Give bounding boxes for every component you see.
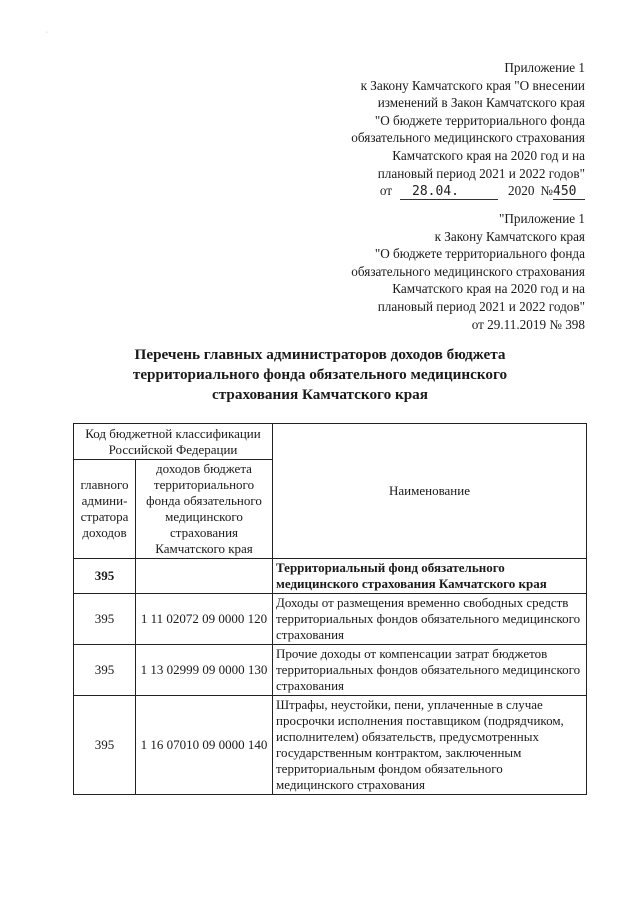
appendix-1-dateline bbox=[295, 182, 585, 200]
appendix-2-line: плановый период 2021 и 2022 годов" bbox=[377, 298, 585, 314]
table-header-row bbox=[74, 424, 587, 460]
date-prefix: от bbox=[379, 183, 393, 199]
table-row bbox=[74, 594, 587, 645]
title-line: территориального фонда обязательного медицинского bbox=[132, 366, 508, 383]
appendix-1-line: изменений в Закон Камчатского края bbox=[377, 95, 585, 111]
cell-name: Доходы от размещения временно свободных средств территориальных фондов обязательного медицинского страхования bbox=[273, 594, 587, 645]
cell-admin: 395 bbox=[74, 645, 136, 696]
cell-name: Штрафы, неустойки, пени, уплаченные в случае просрочки исполнения поставщиком (подрядчиком, исполнителем) обязательств, предусмотренных государственным контрактом, заключенным территориальным фондом обязательного медицинского страхования bbox=[273, 696, 587, 795]
appendix-1-line: к Закону Камчатского края "О внесении bbox=[360, 77, 585, 93]
table-row bbox=[74, 696, 587, 795]
table-row bbox=[74, 559, 587, 594]
cell-admin: 395 bbox=[74, 559, 136, 594]
appendix-2-line: обязательного медицинского страхования bbox=[351, 263, 585, 279]
cell-name: Прочие доходы от компенсации затрат бюджетов территориальных фондов обязательного медицинского страхования bbox=[273, 645, 587, 696]
appendix-1-block bbox=[295, 59, 585, 200]
appendix-2-line: Камчатского края на 2020 год и на bbox=[392, 281, 585, 297]
administrators-table bbox=[73, 423, 587, 795]
cell-name: Территориальный фонд обязательного медицинского страхования Камчатского края bbox=[273, 559, 587, 594]
cell-code: 1 11 02072 09 0000 120 bbox=[136, 594, 273, 645]
appendix-1-line: плановый период 2021 и 2022 годов" bbox=[377, 165, 585, 181]
document-title bbox=[100, 345, 540, 405]
header-code-group: Код бюджетной классификации Российской Федерации bbox=[74, 424, 273, 460]
appendix-1-line: обязательного медицинского страхования bbox=[351, 130, 585, 146]
year-label: 2020 bbox=[508, 183, 535, 199]
appendix-2-block bbox=[295, 210, 585, 333]
cell-admin: 395 bbox=[74, 696, 136, 795]
header-admin: главного админи-стратора доходов bbox=[74, 460, 136, 559]
header-income: доходов бюджета территориального фонда обязательного медицинского страхования Камчатского края bbox=[136, 460, 273, 559]
appendix-2-line: "Приложение 1 bbox=[498, 211, 585, 226]
title-line: Перечень главных администраторов доходов бюджета bbox=[134, 346, 506, 363]
appendix-1-line: Приложение 1 bbox=[504, 60, 585, 75]
cell-code: 1 16 07010 09 0000 140 bbox=[136, 696, 273, 795]
title-line: страхования Камчатского края bbox=[212, 386, 428, 403]
cell-code bbox=[136, 559, 273, 594]
handwritten-date: 28.04. bbox=[400, 184, 498, 200]
number-sign: № bbox=[540, 183, 553, 199]
scan-mark: · bbox=[46, 30, 48, 36]
appendix-1-line: Камчатского края на 2020 год и на bbox=[392, 147, 585, 163]
appendix-1-line: "О бюджете территориального фонда bbox=[374, 112, 585, 128]
appendix-2-line: к Закону Камчатского края bbox=[434, 228, 585, 244]
table-row bbox=[74, 645, 587, 696]
appendix-2-line: "О бюджете территориального фонда bbox=[374, 246, 585, 262]
appendix-2-line: от 29.11.2019 № 398 bbox=[471, 316, 585, 332]
handwritten-number: 450 bbox=[553, 184, 585, 200]
cell-admin: 395 bbox=[74, 594, 136, 645]
cell-code: 1 13 02999 09 0000 130 bbox=[136, 645, 273, 696]
header-name: Наименование bbox=[273, 424, 587, 559]
